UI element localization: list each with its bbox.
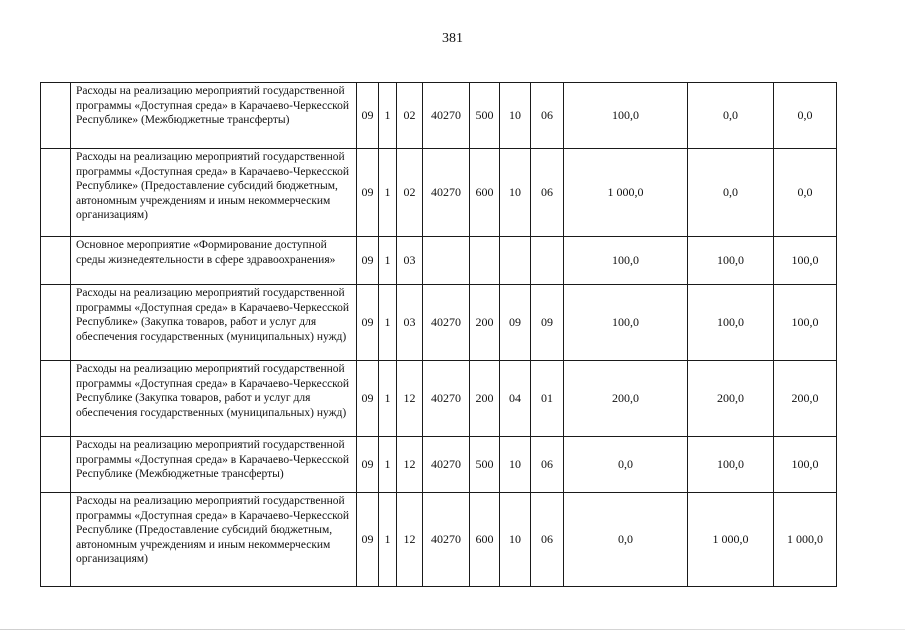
code-cell: 09 xyxy=(357,149,379,237)
page-number: 381 xyxy=(442,31,463,46)
code-cell: 09 xyxy=(357,361,379,437)
code-cell: 10 xyxy=(500,437,531,493)
amount-cell: 0,0 xyxy=(688,83,774,149)
code-cell: 10 xyxy=(500,149,531,237)
amount-cell: 100,0 xyxy=(564,237,688,285)
table-row xyxy=(41,361,837,437)
budget-table xyxy=(40,82,837,587)
code-cell: 1 xyxy=(379,437,397,493)
code-cell: 09 xyxy=(357,285,379,361)
row-number-cell xyxy=(41,237,71,285)
code-cell xyxy=(423,237,470,285)
amount-cell: 100,0 xyxy=(688,437,774,493)
code-cell: 1 xyxy=(379,361,397,437)
code-cell: 12 xyxy=(397,437,423,493)
row-number-cell xyxy=(41,361,71,437)
code-cell: 1 xyxy=(379,493,397,587)
code-cell: 09 xyxy=(531,285,564,361)
code-cell: 1 xyxy=(379,83,397,149)
table-row xyxy=(41,237,837,285)
code-cell: 500 xyxy=(470,437,500,493)
amount-cell: 100,0 xyxy=(774,237,837,285)
code-cell xyxy=(500,237,531,285)
row-number-cell xyxy=(41,149,71,237)
amount-cell: 200,0 xyxy=(688,361,774,437)
code-cell: 06 xyxy=(531,493,564,587)
amount-cell: 1 000,0 xyxy=(564,149,688,237)
amount-cell: 0,0 xyxy=(564,493,688,587)
code-cell: 500 xyxy=(470,83,500,149)
row-number-cell xyxy=(41,285,71,361)
code-cell: 04 xyxy=(500,361,531,437)
code-cell: 1 xyxy=(379,149,397,237)
code-cell: 09 xyxy=(357,437,379,493)
amount-cell: 0,0 xyxy=(774,149,837,237)
code-cell: 06 xyxy=(531,83,564,149)
amount-cell: 0,0 xyxy=(774,83,837,149)
amount-cell: 200,0 xyxy=(564,361,688,437)
expense-name-cell: Расходы на реализацию мероприятий государственной программы «Доступная среда» в Карачаево-Черкесской Республике (Предоставление субсидий бюджетным, автономным учреждениям и иным некоммерческим организациям) xyxy=(71,493,357,587)
code-cell: 10 xyxy=(500,493,531,587)
code-cell: 09 xyxy=(500,285,531,361)
amount-cell: 100,0 xyxy=(774,437,837,493)
amount-cell: 0,0 xyxy=(564,437,688,493)
code-cell: 600 xyxy=(470,493,500,587)
row-number-cell xyxy=(41,83,71,149)
code-cell: 1 xyxy=(379,237,397,285)
expense-name-cell: Расходы на реализацию мероприятий государственной программы «Доступная среда» в Карачаево-Черкесской Республике» (Межбюджетные трансферты) xyxy=(71,83,357,149)
row-number-cell xyxy=(41,437,71,493)
code-cell: 02 xyxy=(397,83,423,149)
code-cell: 09 xyxy=(357,493,379,587)
code-cell: 02 xyxy=(397,149,423,237)
amount-cell: 100,0 xyxy=(774,285,837,361)
code-cell: 40270 xyxy=(423,493,470,587)
code-cell: 40270 xyxy=(423,361,470,437)
expense-name-cell: Основное мероприятие «Формирование доступной среды жизнедеятельности в сфере здравоохранения» xyxy=(71,237,357,285)
table-row xyxy=(41,149,837,237)
code-cell: 03 xyxy=(397,237,423,285)
table-row xyxy=(41,493,837,587)
code-cell: 12 xyxy=(397,493,423,587)
code-cell: 09 xyxy=(357,83,379,149)
amount-cell: 100,0 xyxy=(564,83,688,149)
code-cell: 09 xyxy=(357,237,379,285)
amount-cell: 0,0 xyxy=(688,149,774,237)
code-cell: 10 xyxy=(500,83,531,149)
expense-name-cell: Расходы на реализацию мероприятий государственной программы «Доступная среда» в Карачаево-Черкесской Республике» (Предоставление субсидий бюджетным, автономным учреждениям и иным некоммерческим организациям) xyxy=(71,149,357,237)
code-cell: 600 xyxy=(470,149,500,237)
code-cell: 06 xyxy=(531,149,564,237)
scan-edge-line xyxy=(0,629,905,630)
table-row xyxy=(41,437,837,493)
code-cell: 40270 xyxy=(423,149,470,237)
amount-cell: 1 000,0 xyxy=(688,493,774,587)
expense-name-cell: Расходы на реализацию мероприятий государственной программы «Доступная среда» в Карачаево-Черкесской Республике (Закупка товаров, работ и услуг для обеспечения государственных (муниципальных) нужд) xyxy=(71,361,357,437)
amount-cell: 100,0 xyxy=(688,285,774,361)
code-cell xyxy=(470,237,500,285)
code-cell: 06 xyxy=(531,437,564,493)
code-cell: 40270 xyxy=(423,437,470,493)
expense-name-cell: Расходы на реализацию мероприятий государственной программы «Доступная среда» в Карачаево-Черкесской Республике» (Закупка товаров, работ и услуг для обеспечения государственных (муниципальных) нужд) xyxy=(71,285,357,361)
amount-cell: 200,0 xyxy=(774,361,837,437)
amount-cell: 100,0 xyxy=(688,237,774,285)
expense-name-cell: Расходы на реализацию мероприятий государственной программы «Доступная среда» в Карачаево-Черкесской Республике (Межбюджетные трансферты) xyxy=(71,437,357,493)
code-cell: 12 xyxy=(397,361,423,437)
amount-cell: 100,0 xyxy=(564,285,688,361)
row-number-cell xyxy=(41,493,71,587)
code-cell: 40270 xyxy=(423,83,470,149)
code-cell: 01 xyxy=(531,361,564,437)
table-row xyxy=(41,285,837,361)
code-cell xyxy=(531,237,564,285)
code-cell: 1 xyxy=(379,285,397,361)
code-cell: 03 xyxy=(397,285,423,361)
amount-cell: 1 000,0 xyxy=(774,493,837,587)
table-row xyxy=(41,83,837,149)
code-cell: 40270 xyxy=(423,285,470,361)
code-cell: 200 xyxy=(470,361,500,437)
code-cell: 200 xyxy=(470,285,500,361)
